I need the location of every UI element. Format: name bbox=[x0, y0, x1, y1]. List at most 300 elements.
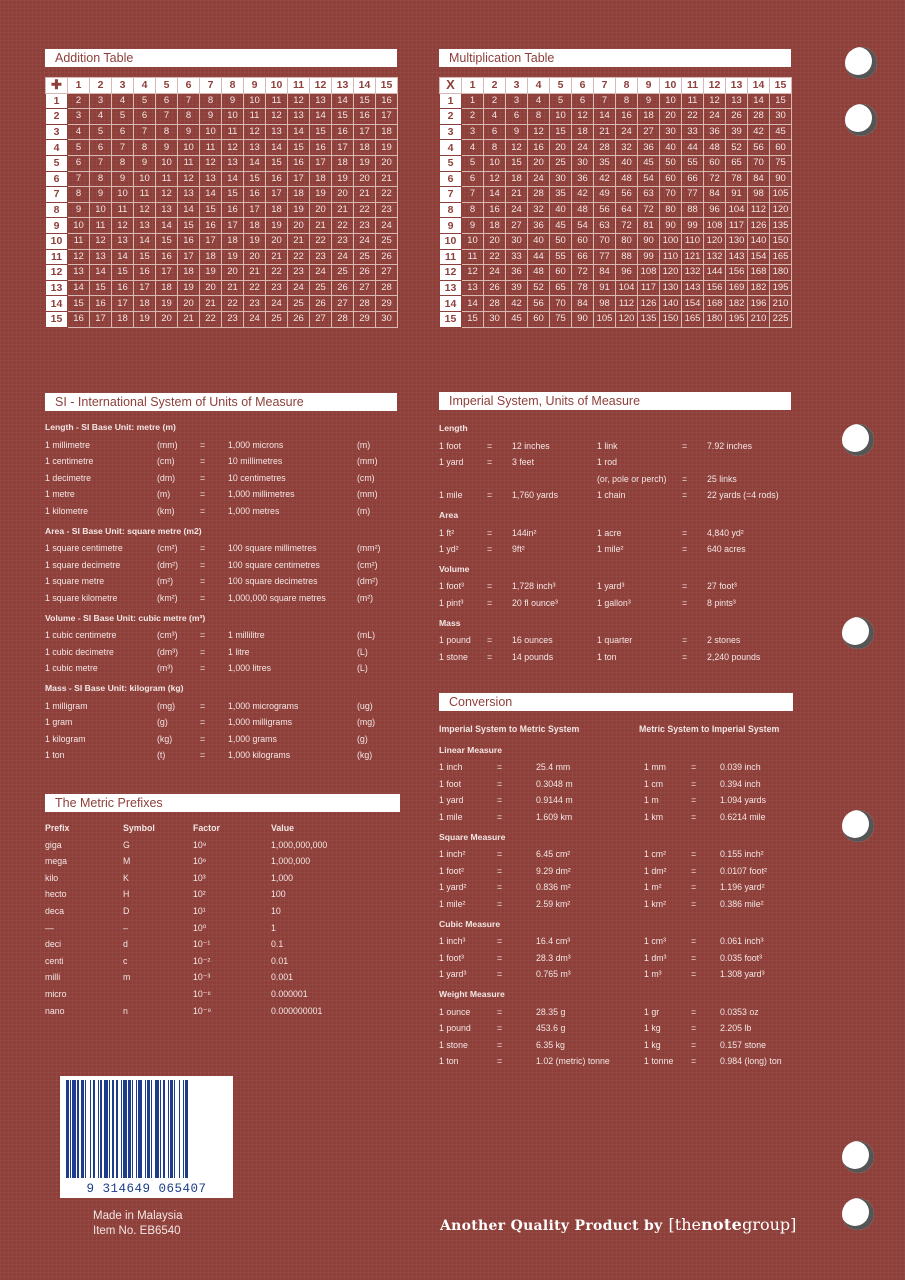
table-cell: 154 bbox=[682, 296, 704, 312]
table-cell: 105 bbox=[770, 187, 792, 203]
table-cell: 12 bbox=[222, 140, 244, 156]
table-cell: 8 bbox=[112, 155, 134, 171]
table-cell: 196 bbox=[748, 296, 770, 312]
table-cell: 108 bbox=[704, 218, 726, 234]
table-cell: 28 bbox=[748, 109, 770, 125]
cell: (ug) bbox=[357, 700, 373, 711]
cell: 0.386 mile² bbox=[720, 898, 764, 909]
table-cell: 19 bbox=[178, 280, 200, 296]
cell: = bbox=[200, 630, 206, 641]
cell: = bbox=[487, 544, 493, 555]
table-cell: 20 bbox=[222, 265, 244, 281]
cell: = bbox=[682, 597, 688, 608]
table-cell: 12 bbox=[68, 249, 90, 265]
row-header: 7 bbox=[46, 187, 68, 203]
table-row bbox=[440, 93, 792, 109]
table-cell: 13 bbox=[178, 187, 200, 203]
column-header: 5 bbox=[156, 78, 178, 94]
table-cell: 88 bbox=[682, 202, 704, 218]
table-cell: 13 bbox=[156, 202, 178, 218]
cell: 1 centimetre bbox=[45, 456, 94, 467]
table-cell: 150 bbox=[770, 233, 792, 249]
table-cell: 32 bbox=[616, 140, 638, 156]
table-cell: 121 bbox=[682, 249, 704, 265]
cell: = bbox=[497, 849, 503, 860]
table-cell: 168 bbox=[704, 296, 726, 312]
table-cell: 12 bbox=[156, 187, 178, 203]
table-cell: 22 bbox=[244, 280, 266, 296]
table-cell: 29 bbox=[376, 296, 398, 312]
conversion-row bbox=[439, 966, 799, 983]
unit-row bbox=[45, 540, 397, 557]
table-cell: 20 bbox=[354, 171, 376, 187]
table-cell: 10 bbox=[222, 109, 244, 125]
table-cell: 27 bbox=[376, 265, 398, 281]
table-cell: 6 bbox=[156, 93, 178, 109]
column-header: 11 bbox=[682, 78, 704, 94]
table-cell: 11 bbox=[682, 93, 704, 109]
table-cell: 48 bbox=[572, 202, 594, 218]
row-header: 11 bbox=[46, 249, 68, 265]
table-cell: 210 bbox=[748, 311, 770, 327]
table-cell: 45 bbox=[770, 124, 792, 140]
table-cell: 5 bbox=[550, 93, 572, 109]
row-header: 3 bbox=[440, 124, 462, 140]
table-cell: 120 bbox=[616, 311, 638, 327]
prefix-row bbox=[45, 953, 397, 970]
table-cell: 18 bbox=[200, 249, 222, 265]
table-cell: 42 bbox=[748, 124, 770, 140]
table-row bbox=[440, 140, 792, 156]
table-cell: 9 bbox=[506, 124, 528, 140]
table-cell: 14 bbox=[310, 109, 332, 125]
cell: 10¹ bbox=[193, 905, 206, 916]
table-cell: 70 bbox=[660, 187, 682, 203]
cell: = bbox=[497, 1056, 503, 1067]
table-cell: 120 bbox=[704, 233, 726, 249]
cell: 0.157 stone bbox=[720, 1039, 766, 1050]
table-row bbox=[440, 124, 792, 140]
table-cell: 28 bbox=[484, 296, 506, 312]
table-cell: 19 bbox=[200, 265, 222, 281]
cell: 12 inches bbox=[512, 440, 550, 451]
brand-tagline bbox=[440, 1215, 796, 1234]
cell: 100 bbox=[271, 889, 286, 900]
table-cell: 15 bbox=[178, 218, 200, 234]
cell: 1 foot³ bbox=[439, 581, 464, 592]
cell: (t) bbox=[157, 750, 166, 761]
table-cell: 72 bbox=[616, 218, 638, 234]
table-row bbox=[46, 265, 398, 281]
table-cell: 40 bbox=[660, 140, 682, 156]
table-cell: 36 bbox=[704, 124, 726, 140]
tagline-text: Another Quality Product by bbox=[440, 1218, 663, 1234]
column-header: 8 bbox=[616, 78, 638, 94]
subsection-title: Area bbox=[439, 509, 459, 520]
table-cell: 10 bbox=[178, 140, 200, 156]
cell: 7.92 inches bbox=[707, 440, 752, 451]
table-cell: 27 bbox=[638, 124, 660, 140]
cell: 1 kilometre bbox=[45, 505, 89, 516]
cell: 1 ton bbox=[45, 750, 65, 761]
cell: Metric System to Imperial System bbox=[639, 724, 780, 734]
cell: (m) bbox=[357, 505, 371, 516]
cell: 1 dm² bbox=[644, 865, 667, 876]
brand-logo: [thenotegroup] bbox=[668, 1215, 797, 1234]
prefix-row bbox=[45, 1003, 397, 1020]
cell: 1 stone bbox=[439, 651, 468, 662]
cell: = bbox=[200, 543, 206, 554]
cell: H bbox=[123, 889, 130, 900]
table-cell: 24 bbox=[572, 140, 594, 156]
prefix-row bbox=[45, 969, 397, 986]
table-cell: 24 bbox=[266, 296, 288, 312]
table-row bbox=[46, 311, 398, 327]
prefix-row bbox=[45, 920, 397, 937]
cell: 1 yard² bbox=[439, 882, 467, 893]
row-header: 13 bbox=[440, 280, 462, 296]
cell: = bbox=[691, 882, 697, 893]
row-header: 1 bbox=[440, 93, 462, 109]
cell: kilo bbox=[45, 872, 59, 883]
table-cell: 12 bbox=[704, 93, 726, 109]
table-cell: 20 bbox=[178, 296, 200, 312]
cell: = bbox=[497, 1023, 503, 1034]
table-cell: 6 bbox=[506, 109, 528, 125]
cell: = bbox=[487, 490, 493, 501]
table-cell: 110 bbox=[682, 233, 704, 249]
cell: = bbox=[691, 865, 697, 876]
cell: 453.6 g bbox=[536, 1023, 566, 1034]
table-cell: 23 bbox=[288, 265, 310, 281]
table-cell: 165 bbox=[682, 311, 704, 327]
table-cell: 21 bbox=[288, 233, 310, 249]
cell: 1,000,000 bbox=[271, 856, 311, 867]
cell: 1 inch³ bbox=[439, 936, 466, 947]
table-cell: 20 bbox=[484, 233, 506, 249]
table-cell: 26 bbox=[288, 311, 310, 327]
table-cell: 22 bbox=[222, 296, 244, 312]
table-cell: 18 bbox=[288, 187, 310, 203]
table-cell: 28 bbox=[332, 311, 354, 327]
table-cell: 11 bbox=[266, 93, 288, 109]
table-cell: 16 bbox=[156, 249, 178, 265]
conversion-row bbox=[439, 792, 799, 809]
table-cell: 8 bbox=[156, 124, 178, 140]
cell: 10 bbox=[271, 905, 281, 916]
cell: 4,840 yd² bbox=[707, 527, 744, 538]
cell: = bbox=[200, 456, 206, 467]
table-cell: 19 bbox=[222, 249, 244, 265]
unit-row bbox=[439, 541, 791, 558]
table-cell: 20 bbox=[550, 140, 572, 156]
cell: n bbox=[123, 1005, 128, 1016]
cell: 0.3048 m bbox=[536, 778, 573, 789]
column-header: 14 bbox=[748, 78, 770, 94]
row-header: 10 bbox=[46, 233, 68, 249]
cell: 1 square metre bbox=[45, 576, 105, 587]
cell: mega bbox=[45, 856, 68, 867]
table-row bbox=[46, 124, 398, 140]
table-cell: 26 bbox=[376, 249, 398, 265]
cell: 1 km² bbox=[644, 898, 666, 909]
cell: 1 rod bbox=[597, 457, 618, 468]
table-cell: 72 bbox=[572, 265, 594, 281]
cell: = bbox=[200, 559, 206, 570]
table-cell: 13 bbox=[726, 93, 748, 109]
table-cell: 14 bbox=[178, 202, 200, 218]
unit-row bbox=[45, 747, 397, 764]
table-cell: 112 bbox=[616, 296, 638, 312]
conversion-row bbox=[439, 809, 799, 826]
column-header: 11 bbox=[288, 78, 310, 94]
cell: 0.000001 bbox=[271, 988, 308, 999]
table-cell: 8 bbox=[68, 187, 90, 203]
cell: = bbox=[691, 762, 697, 773]
table-cell: 16 bbox=[310, 140, 332, 156]
table-cell: 9 bbox=[156, 140, 178, 156]
cell: 1 m bbox=[644, 795, 659, 806]
cell: 9ft² bbox=[512, 544, 525, 555]
table-cell: 5 bbox=[112, 109, 134, 125]
cell: = bbox=[487, 651, 493, 662]
cell: 1 kilogram bbox=[45, 733, 86, 744]
cell: deci bbox=[45, 939, 62, 950]
table-cell: 10 bbox=[660, 93, 682, 109]
column-header: 5 bbox=[550, 78, 572, 94]
cell: 1 bbox=[271, 922, 276, 933]
table-cell: 98 bbox=[594, 296, 616, 312]
table-cell: 23 bbox=[310, 249, 332, 265]
table-cell: 3 bbox=[90, 93, 112, 109]
table-cell: 60 bbox=[770, 140, 792, 156]
table-cell: 12 bbox=[90, 233, 112, 249]
table-cell: 6 bbox=[90, 140, 112, 156]
table-cell: 7 bbox=[68, 171, 90, 187]
table-cell: 18 bbox=[354, 140, 376, 156]
table-cell: 5 bbox=[134, 93, 156, 109]
table-cell: 48 bbox=[528, 265, 550, 281]
prefix-row bbox=[45, 936, 397, 953]
table-cell: 56 bbox=[528, 296, 550, 312]
table-cell: 144 bbox=[704, 265, 726, 281]
table-cell: 16 bbox=[528, 140, 550, 156]
table-cell: 10 bbox=[462, 233, 484, 249]
table-cell: 26 bbox=[310, 296, 332, 312]
cell: 1 foot bbox=[439, 778, 462, 789]
unit-row bbox=[439, 632, 791, 649]
table-cell: 2 bbox=[68, 93, 90, 109]
cell: 1,728 inch³ bbox=[512, 581, 556, 592]
item-number: Item No. EB6540 bbox=[93, 1225, 181, 1237]
table-cell: 15 bbox=[550, 124, 572, 140]
row-header: 7 bbox=[440, 187, 462, 203]
cell: = bbox=[487, 581, 493, 592]
unit-row bbox=[45, 660, 397, 677]
table-cell: 12 bbox=[462, 265, 484, 281]
subsection-title: Linear Measure bbox=[439, 744, 503, 755]
cell: (mm) bbox=[357, 489, 378, 500]
table-cell: 100 bbox=[660, 233, 682, 249]
cell: (kg) bbox=[157, 733, 173, 744]
table-cell: 90 bbox=[660, 218, 682, 234]
table-cell: 21 bbox=[266, 249, 288, 265]
table-cell: 33 bbox=[682, 124, 704, 140]
table-cell: 126 bbox=[748, 218, 770, 234]
table-cell: 13 bbox=[266, 124, 288, 140]
table-cell: 12 bbox=[528, 124, 550, 140]
table-cell: 21 bbox=[506, 187, 528, 203]
table-cell: 13 bbox=[112, 233, 134, 249]
table-cell: 14 bbox=[288, 124, 310, 140]
table-cell: 11 bbox=[462, 249, 484, 265]
cell: (m²) bbox=[157, 576, 174, 587]
table-cell: 12 bbox=[572, 109, 594, 125]
table-cell: 4 bbox=[462, 140, 484, 156]
table-row bbox=[46, 93, 398, 109]
cell: 0.01 bbox=[271, 955, 289, 966]
table-cell: 14 bbox=[332, 93, 354, 109]
table-row bbox=[440, 280, 792, 296]
table-cell: 20 bbox=[332, 187, 354, 203]
table-cell: 14 bbox=[134, 233, 156, 249]
column-header: 1 bbox=[68, 78, 90, 94]
table-cell: 15 bbox=[310, 124, 332, 140]
table-cell: 195 bbox=[770, 280, 792, 296]
table-cell: 16 bbox=[90, 296, 112, 312]
cell: 1 decimetre bbox=[45, 472, 91, 483]
unit-row bbox=[45, 437, 397, 454]
table-row bbox=[440, 296, 792, 312]
cell: 27 foot³ bbox=[707, 581, 737, 592]
cell: = bbox=[691, 969, 697, 980]
conversion-row bbox=[439, 776, 799, 793]
row-header: 5 bbox=[46, 155, 68, 171]
table-cell: 16 bbox=[288, 155, 310, 171]
table-cell: 27 bbox=[506, 218, 528, 234]
table-cell: 17 bbox=[178, 249, 200, 265]
column-header: 9 bbox=[638, 78, 660, 94]
corner-symbol: ✚ bbox=[46, 78, 68, 94]
table-cell: 91 bbox=[594, 280, 616, 296]
table-cell: 13 bbox=[68, 265, 90, 281]
table-cell: 16 bbox=[616, 109, 638, 125]
cell: = bbox=[200, 472, 206, 483]
prefix-row bbox=[45, 870, 397, 887]
table-cell: 16 bbox=[244, 187, 266, 203]
cell: = bbox=[200, 489, 206, 500]
cell: 1 mm bbox=[644, 762, 666, 773]
table-cell: 11 bbox=[112, 202, 134, 218]
conversion-row bbox=[439, 1053, 799, 1070]
table-cell: 30 bbox=[506, 233, 528, 249]
cell: = bbox=[497, 762, 503, 773]
table-row bbox=[440, 265, 792, 281]
table-row bbox=[46, 140, 398, 156]
cell: = bbox=[200, 576, 206, 587]
table-cell: 3 bbox=[462, 124, 484, 140]
cell: = bbox=[682, 544, 688, 555]
row-header: 8 bbox=[46, 202, 68, 218]
table-row bbox=[440, 155, 792, 171]
table-cell: 4 bbox=[484, 109, 506, 125]
row-header: 3 bbox=[46, 124, 68, 140]
manufacturer-info bbox=[93, 1209, 182, 1239]
conversion-row bbox=[439, 879, 799, 896]
table-row bbox=[46, 171, 398, 187]
cell: (dm) bbox=[157, 472, 176, 483]
table-cell: 84 bbox=[748, 171, 770, 187]
cell: = bbox=[487, 440, 493, 451]
table-cell: 4 bbox=[528, 93, 550, 109]
table-cell: 23 bbox=[376, 202, 398, 218]
table-cell: 210 bbox=[770, 296, 792, 312]
cell: 22 yards (=4 rods) bbox=[707, 490, 779, 501]
row-header: 4 bbox=[440, 140, 462, 156]
table-cell: 156 bbox=[704, 280, 726, 296]
cell: = bbox=[497, 882, 503, 893]
unit-row bbox=[439, 438, 791, 455]
table-cell: 22 bbox=[332, 218, 354, 234]
table-cell: 84 bbox=[704, 187, 726, 203]
table-cell: 19 bbox=[310, 187, 332, 203]
table-cell: 20 bbox=[528, 155, 550, 171]
cell: K bbox=[123, 872, 129, 883]
table-cell: 154 bbox=[748, 249, 770, 265]
cell: 16.4 cm³ bbox=[536, 936, 571, 947]
table-cell: 24 bbox=[354, 233, 376, 249]
table-cell: 50 bbox=[660, 155, 682, 171]
table-cell: 50 bbox=[550, 233, 572, 249]
column-header: 14 bbox=[354, 78, 376, 94]
row-header: 12 bbox=[46, 265, 68, 281]
table-cell: 55 bbox=[682, 155, 704, 171]
table-cell: 27 bbox=[310, 311, 332, 327]
table-cell: 32 bbox=[528, 202, 550, 218]
table-cell: 60 bbox=[528, 311, 550, 327]
table-cell: 8 bbox=[178, 109, 200, 125]
prefix-row bbox=[45, 853, 397, 870]
column-header: 15 bbox=[770, 78, 792, 94]
table-cell: 110 bbox=[660, 249, 682, 265]
table-cell: 78 bbox=[726, 171, 748, 187]
cell: micro bbox=[45, 988, 67, 999]
cell: 1 yard bbox=[439, 457, 464, 468]
cell: 1 cm bbox=[644, 778, 664, 789]
table-cell: 70 bbox=[594, 233, 616, 249]
table-cell: 150 bbox=[660, 311, 682, 327]
cell: 1 square kilometre bbox=[45, 592, 118, 603]
table-cell: 14 bbox=[244, 155, 266, 171]
cell: 1 yd² bbox=[439, 544, 459, 555]
table-cell: 39 bbox=[506, 280, 528, 296]
table-cell: 7 bbox=[112, 140, 134, 156]
cell: d bbox=[123, 939, 128, 950]
cell: 144in² bbox=[512, 527, 537, 538]
barcode-bar bbox=[188, 1080, 189, 1178]
prefix-header bbox=[45, 820, 397, 837]
table-cell: 8 bbox=[90, 171, 112, 187]
table-cell: 15 bbox=[462, 311, 484, 327]
table-cell: 30 bbox=[660, 124, 682, 140]
table-cell: 21 bbox=[222, 280, 244, 296]
table-row bbox=[440, 311, 792, 327]
cell: 10³ bbox=[193, 872, 206, 883]
cell: (mm²) bbox=[357, 543, 381, 554]
table-cell: 10 bbox=[550, 109, 572, 125]
cell: 0.035 foot³ bbox=[720, 952, 763, 963]
table-cell: 24 bbox=[332, 249, 354, 265]
